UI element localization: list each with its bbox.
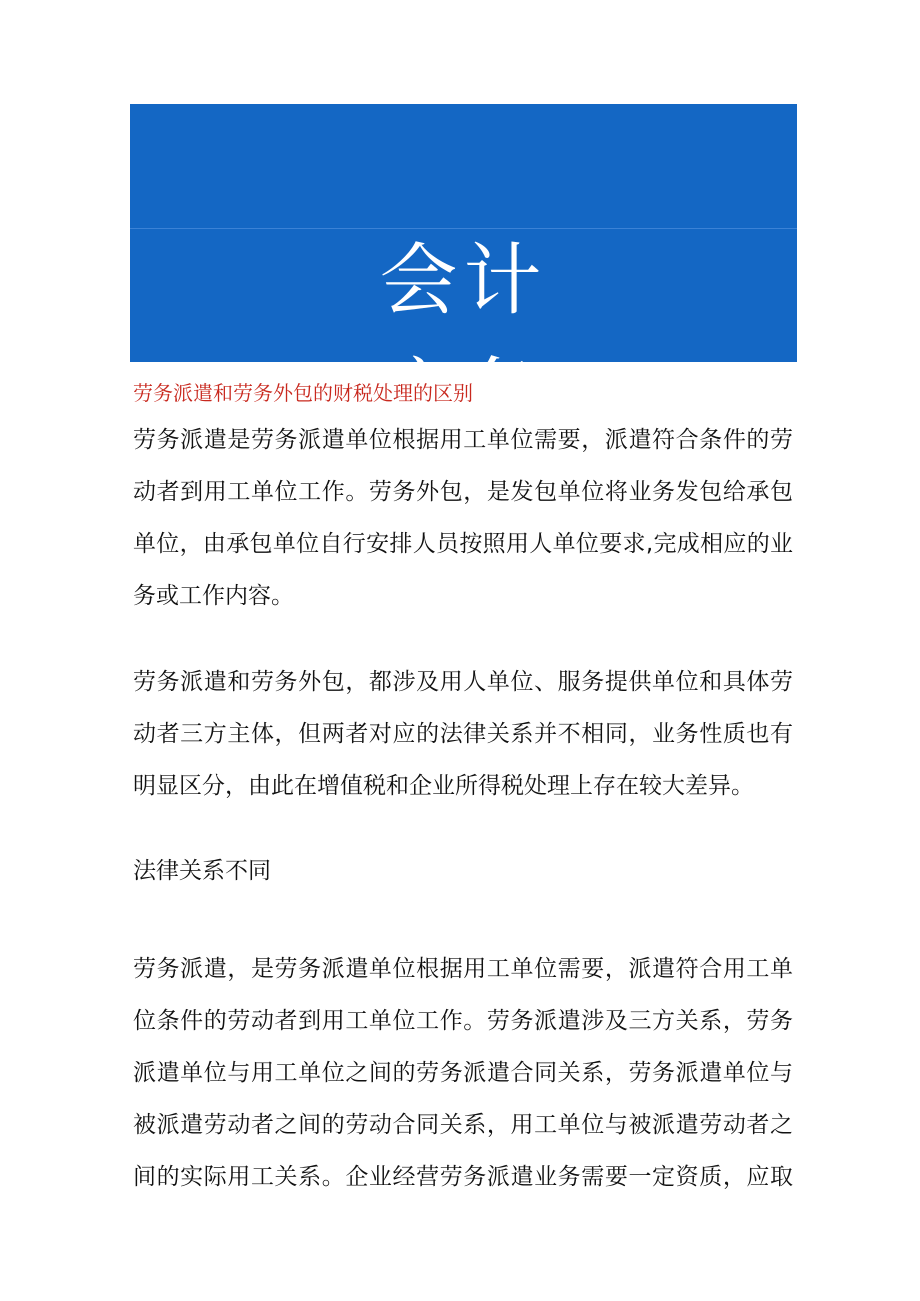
section-heading (133, 845, 793, 897)
banner-title-line-2: 实务 (379, 350, 548, 440)
paragraph-line: 间的实际用工关系。企业经营劳务派遣业务需要一定资质，应取 (133, 1164, 793, 1190)
article-title: 劳务派遣和劳务外包的财税处理的区别 (133, 381, 473, 405)
paragraph-line: 劳务派遣，是劳务派遣单位根据用工单位需要，派遣符合用工单 (133, 956, 793, 982)
banner-title-line-1: 会计 (379, 236, 548, 326)
paragraph-line: 明显区分，由此在增值税和企业所得税处理上存在较大差异。 (133, 773, 754, 799)
paragraph-definition (133, 414, 793, 622)
paragraph-line: 派遣单位与用工单位之间的劳务派遣合同关系，劳务派遣单位与 (133, 1060, 793, 1086)
paragraph-line: 劳务派遣和劳务外包，都涉及用人单位、服务提供单位和具体劳 (133, 669, 793, 695)
section-heading-text: 法律关系不同 (133, 858, 271, 884)
paragraph-comparison (133, 656, 793, 812)
banner-divider (130, 228, 797, 229)
paragraph-line: 动者三方主体，但两者对应的法律关系并不相同，业务性质也有 (133, 721, 793, 747)
paragraph-line: 务或工作内容。 (133, 583, 294, 609)
paragraph-line: 动者到用工单位工作。劳务外包，是发包单位将业务发包给承包 (133, 479, 793, 505)
paragraph-line: 被派遣劳动者之间的劳动合同关系，用工单位与被派遣劳动者之 (133, 1112, 793, 1138)
paragraph-legal-relations (133, 943, 793, 1203)
paragraph-line: 单位，由承包单位自行安排人员按照用人单位要求,完成相应的业 (133, 531, 793, 557)
paragraph-line: 劳务派遣是劳务派遣单位根据用工单位需要，派遣符合条件的劳 (133, 427, 793, 453)
paragraph-line: 位条件的劳动者到用工单位工作。劳务派遣涉及三方关系，劳务 (133, 1008, 793, 1034)
